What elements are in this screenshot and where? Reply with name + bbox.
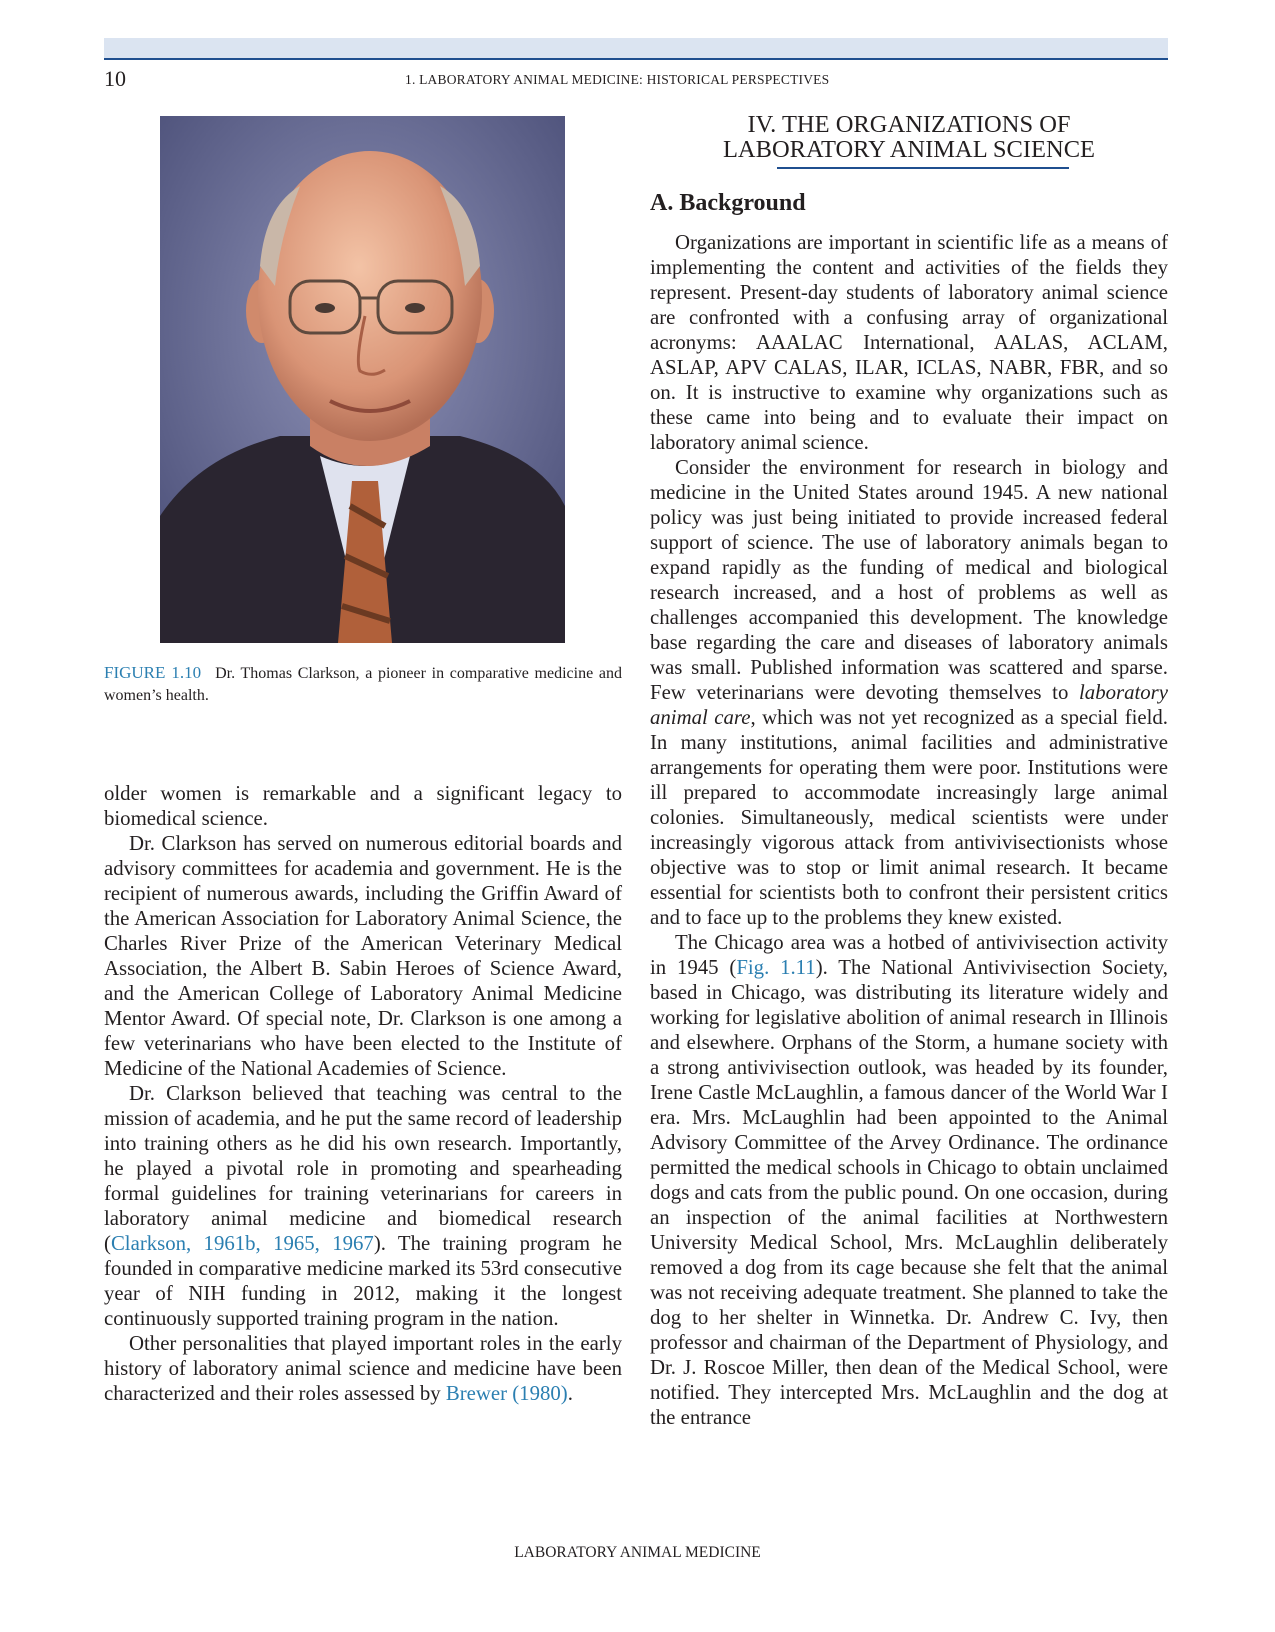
left-paragraph-4-text-b: . xyxy=(567,1382,573,1405)
header-band xyxy=(104,38,1168,60)
right-paragraph-3 xyxy=(650,930,1168,1430)
right-paragraph-3-text-a: The Chicago area was a hotbed of antivivisection activity in 1945 ( xyxy=(650,931,1168,979)
left-paragraph-1: older women is remarkable and a significant legacy to biomedical science. xyxy=(104,782,622,830)
citation-brewer-link[interactable]: Brewer (1980) xyxy=(445,1382,568,1405)
right-paragraph-3-text-b: ). The National Antivivisection Society, based in Chicago, was distributing its literature widely and working for legislative abolition of animal research in Illinois and elsewhere. Orphans of the Storm, a humane society with a strong antivivisection outlook, was headed by its founder, Irene Castle McLaughlin, a famous dancer of the World War I era. Mrs. McLaughlin had been appointed to the Animal Advisory Committee of the Arvey Ordinance. The ordinance permitted the medical schools in Chicago to obtain unclaimed dogs and cats from the public pound. On one occasion, during an inspection of the animal facilities at Northwestern University Medical School, Mrs. McLaughlin deliberately removed a dog from its cage because she felt that the animal was not receiving adequate treatment. She planned to take the dog to her shelter in Winnetka. Dr. Andrew C. Ivy, then professor and chairman of the Department of Physiology, and Dr. J. Roscoe Miller, then dean of the Medical School, were notified. They intercepted Mrs. McLaughlin and the dog at the entrance xyxy=(650,956,1168,1429)
section-heading-line-1: IV. THE ORGANIZATIONS OF xyxy=(747,111,1071,138)
figure-caption-text: Dr. Thomas Clarkson, a pioneer in comparative medicine and women’s health. xyxy=(104,665,622,704)
left-paragraph-3-text-b: ). The training program he founded in comparative medicine marked its 53rd consecutive year of NIH funding in 2012, making it the longest continuously supported training program in the nation. xyxy=(104,1232,623,1330)
subsection-heading: A. Background xyxy=(650,190,806,216)
section-heading xyxy=(650,112,1168,162)
left-paragraph-4-text-a: Other personalities that played important roles in the early history of laboratory animal science and medicine have been characterized and their roles assessed by xyxy=(104,1332,622,1405)
right-paragraph-2-text-b: , which was not yet recognized as a special field. In many institutions, animal facilities and administrative arrangements for operating them were poor. Institutions were ill prepared to accommodate increasingly large animal colonies. Simultaneously, medical scientists were under increasingly vigorous attack from antivivisectionists whose objective was to stop or limit animal research. It became essential for scientists both to confront their persistent critics and to face up to the problems they knew existed. xyxy=(650,706,1169,929)
figure-1-11-link[interactable]: Fig. 1.11 xyxy=(736,956,816,979)
left-paragraph-4 xyxy=(104,1331,622,1406)
portrait-photo xyxy=(160,116,565,643)
right-paragraph-2-emphasis: laboratory animal care xyxy=(650,681,1168,729)
right-paragraph-2-text-a: Consider the environment for research in biology and medicine in the United States around 1945. A new national policy was just being initiated to provide increased federal support of science. The use of laboratory animals began to expand rapidly as the funding of medical and biological research increased, and a host of problems as well as challenges accompanied this development. The knowledge base regarding the care and diseases of laboratory animals was small. Published information was scattered and sparse. Few veterinarians were devoting themselves to xyxy=(650,456,1168,704)
left-paragraph-3 xyxy=(104,1081,622,1331)
left-paragraph-3-text-a: Dr. Clarkson believed that teaching was central to the mission of academia, and he put the same record of leadership into training others as he did his own research. Importantly, he played a pivotal role in promoting and spearheading formal guidelines for training veterinarians for careers in laboratory animal medicine and biomedical research ( xyxy=(104,1082,623,1255)
section-heading-line-2: LABORATORY ANIMAL SCIENCE xyxy=(722,136,1096,163)
right-paragraph-2 xyxy=(650,455,1168,930)
section-heading-rule xyxy=(777,167,1069,169)
page-number: 10 xyxy=(104,66,126,91)
figure-label: FIGURE 1.10 xyxy=(104,663,202,682)
right-paragraph-1: Organizations are important in scientific life as a means of implementing the content and activities of the fields they represent. Present-day students of laboratory animal science are confronted with a confusing array of organizational acronyms: AAALAC International, AALAS, ACLAM, ASLAP, APV CALAS, ILAR, ICLAS, NABR, FBR, and so on. It is instructive to examine why organizations such as these came into being and to evaluate their impact on laboratory animal science. xyxy=(650,231,1168,454)
left-paragraph-2: Dr. Clarkson has served on numerous editorial boards and advisory committees for academia and government. He is the recipient of numerous awards, including the Griffin Award of the American Association for Laboratory Animal Science, the Charles River Prize of the American Veterinary Medical Association, the Albert B. Sabin Heroes of Science Award, and the American College of Laboratory Animal Medicine Mentor Award. Of special note, Dr. Clarkson is one among a few veterinarians who have been elected to the Institute of Medicine of the National Academies of Science. xyxy=(104,832,622,1080)
page-footer: LABORATORY ANIMAL MEDICINE xyxy=(514,1544,761,1561)
right-column xyxy=(650,230,1168,1430)
running-header: 1. LABORATORY ANIMAL MEDICINE: HISTORICAL PERSPECTIVES xyxy=(405,72,830,87)
left-column xyxy=(104,781,622,1406)
citation-clarkson-link[interactable]: Clarkson, 1961b, 1965, 1967 xyxy=(110,1232,374,1255)
figure-caption xyxy=(104,662,622,707)
